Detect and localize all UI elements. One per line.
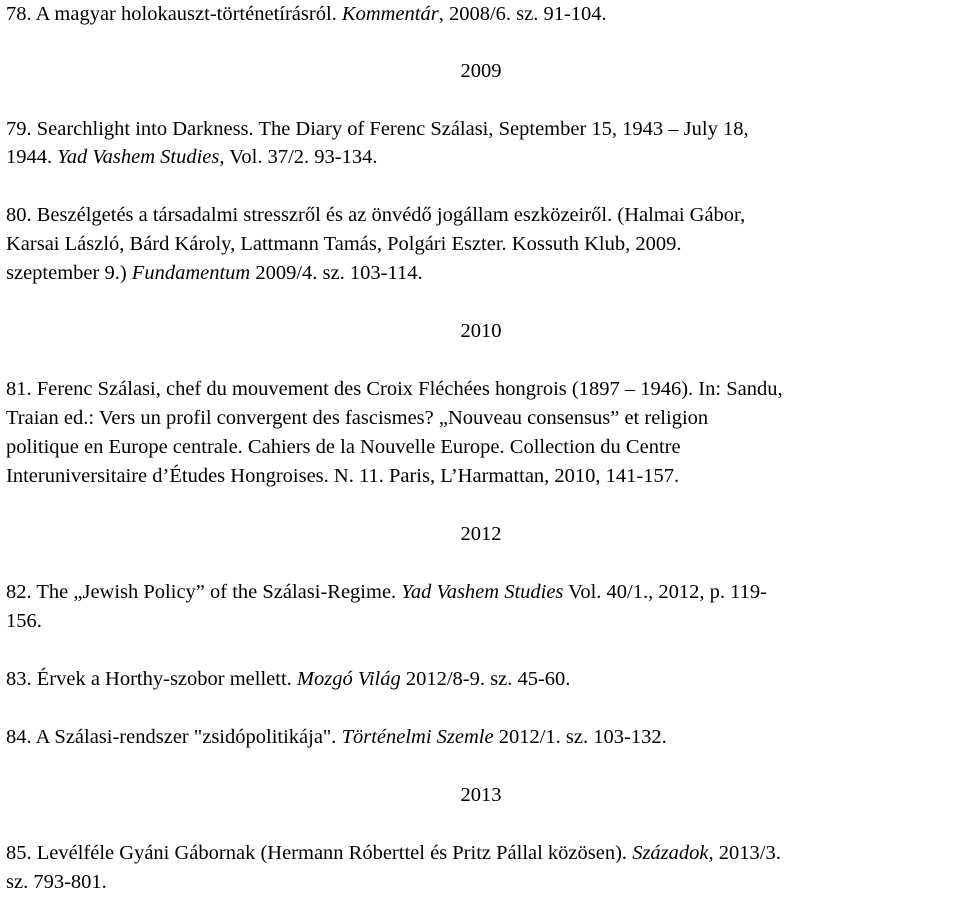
year-heading-2010: 2010 xyxy=(460,320,502,342)
journal-title: Mozgó Világ xyxy=(296,668,401,690)
entry-85-line-1 xyxy=(6,839,781,868)
entry-text: , 2013/3. xyxy=(708,842,781,864)
entry-78 xyxy=(6,0,607,29)
entry-82-line-2: 156. xyxy=(6,610,42,632)
entry-81-line-1: 81. Ferenc Szálasi, chef du mouvement des Croix Fléchées hongrois (1897 – 1946). In: Sandu, xyxy=(6,378,783,400)
entry-text: szeptember 9.) xyxy=(6,262,132,284)
entry-text: Vol. 40/1., 2012, p. 119- xyxy=(563,581,767,603)
entry-text: 82. The „Jewish Policy” of the Szálasi-Regime. xyxy=(6,581,402,603)
entry-81-line-3: politique en Europe centrale. Cahiers de la Nouvelle Europe. Collection du Centre xyxy=(6,436,681,458)
entry-text: 2012/1. sz. 103-132. xyxy=(493,726,667,748)
year-heading-2013: 2013 xyxy=(460,784,502,806)
year-heading-2012: 2012 xyxy=(460,523,502,545)
entry-80-line-1: 80. Beszélgetés a társadalmi stresszről és az önvédő jogállam eszközeiről. (Halmai Gábor, xyxy=(6,204,746,226)
entry-79-line-2 xyxy=(6,143,378,172)
entry-text: 85. Levélféle Gyáni Gábornak (Hermann Róberttel és Pritz Pállal közösen). xyxy=(6,842,633,864)
entry-text: 83. Érvek a Horthy-szobor mellett. xyxy=(6,668,297,690)
entry-85-line-2: sz. 793-801. xyxy=(6,871,107,893)
journal-title: Századok xyxy=(632,842,709,864)
entry-81-line-4: Interuniversitaire d’Études Hongroises. N. 11. Paris, L’Harmattan, 2010, 141-157. xyxy=(6,465,680,487)
entry-81-line-2: Traian ed.: Vers un profil convergent des fascismes? „Nouveau consensus” et religion xyxy=(6,407,709,429)
entry-text: , Vol. 37/2. 93-134. xyxy=(219,146,378,168)
journal-title: Yad Vashem Studies xyxy=(57,146,220,168)
entry-text: 2012/8-9. sz. 45-60. xyxy=(400,668,571,690)
entry-text: 78. A magyar holokauszt-történetírásról. xyxy=(6,3,342,25)
entry-79-line-1: 79. Searchlight into Darkness. The Diary of Ferenc Szálasi, September 15, 1943 – July 18, xyxy=(6,118,749,140)
journal-title: Történelmi Szemle xyxy=(341,726,494,748)
entry-text: 2009/4. sz. 103-114. xyxy=(250,262,423,284)
entry-80-line-2: Karsai László, Bárd Károly, Lattmann Tamás, Polgári Eszter. Kossuth Klub, 2009. xyxy=(6,233,682,255)
entry-82-line-1 xyxy=(6,578,767,607)
entry-84 xyxy=(6,723,667,752)
entry-80-line-3 xyxy=(6,259,423,288)
journal-title: Fundamentum xyxy=(131,262,251,284)
year-heading-2009: 2009 xyxy=(460,60,502,82)
journal-title: Kommentár xyxy=(341,3,439,25)
entry-text: , 2008/6. sz. 91-104. xyxy=(438,3,607,25)
entry-text: 1944. xyxy=(6,146,58,168)
journal-title: Yad Vashem Studies xyxy=(401,581,564,603)
entry-83 xyxy=(6,665,570,694)
entry-text: 84. A Szálasi-rendszer "zsidópolitikája". xyxy=(6,726,342,748)
